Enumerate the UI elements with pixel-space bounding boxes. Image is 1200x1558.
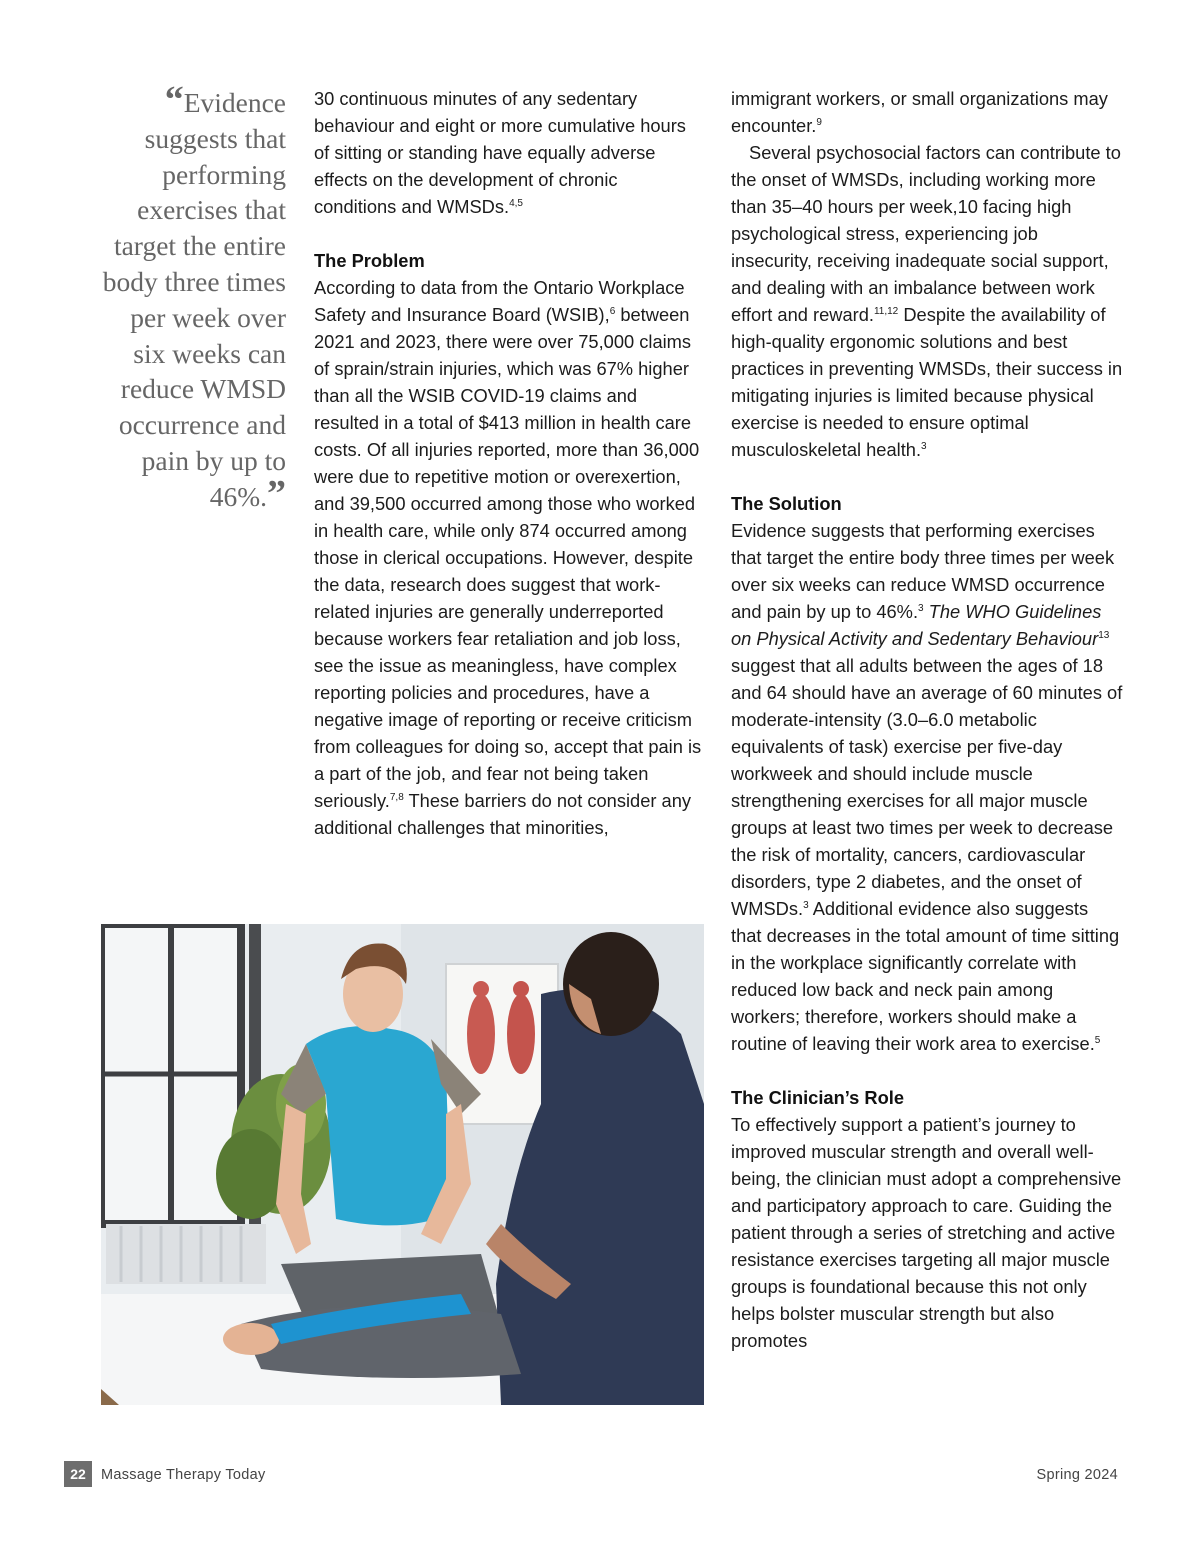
paragraph xyxy=(731,139,1123,463)
reference: 5 xyxy=(1094,1035,1101,1046)
reference: 4,5 xyxy=(509,198,523,209)
section-heading-clinician: The Clinician’s Role xyxy=(731,1087,905,1108)
reference: 3 xyxy=(918,603,924,614)
reference: 13 xyxy=(1098,630,1110,641)
article-column-1 xyxy=(314,85,704,841)
paragraph-text: Additional evidence also suggests that decreases in the total amount of time sitting in the workplace significantly correlate with reduced low back and neck pain among workers; therefore, workers should make a routine of leaving their work area to exercise. xyxy=(731,898,1120,1054)
clinic-exercise-photo xyxy=(101,924,704,1405)
pull-quote-text: Evidence suggests that performing exercises that target the entire body three times per week over six weeks can reduce WMSD occurrence and pain by up to 46%. xyxy=(102,87,286,512)
paragraph-text: suggest that all adults between the ages of 18 and 64 should have an average of 60 minutes of moderate-intensity (3.0–6.0 metabolic equivalents of task) exercise per five-day workweek and should include muscle strengthening exercises for all major muscle groups at least two times per week to decrease the risk of mortality, cancers, cardiovascular disorders, type 2 diabetes, and the onset of WMSDs. xyxy=(731,655,1123,919)
paragraph-text: According to data from the Ontario Workplace Safety and Insurance Board (WSIB), xyxy=(314,277,685,325)
section-heading-problem: The Problem xyxy=(314,250,425,271)
paragraph: To effectively support a patient’s journey to improved muscular strength and overall well-being, the clinician must adopt a comprehensive and participatory approach to care. Guiding the patient through a series of stretching and active resistance exercises targeting all major muscle groups is foundational because this not only helps bolster muscular strength but also promotes xyxy=(731,1114,1122,1351)
reference: 3 xyxy=(921,441,927,452)
reference: 9 xyxy=(816,117,822,128)
paragraph-text: 30 continuous minutes of any sedentary behaviour and eight or more cumulative hours of sitting or standing have equally adverse effects on the development of chronic conditions and WMSDs. xyxy=(314,88,686,217)
guideline-title: The WHO Guidelines on Physical Activity and Sedentary Behaviour xyxy=(731,601,1102,649)
paragraph xyxy=(731,85,1123,139)
reference: 3 xyxy=(803,900,809,911)
section-heading-solution: The Solution xyxy=(731,493,842,514)
paragraph xyxy=(314,85,704,220)
open-quote-mark: “ xyxy=(164,79,184,121)
article-column-2 xyxy=(731,85,1123,1354)
close-quote-mark: ” xyxy=(267,472,286,515)
paragraph-text: These barriers do not consider any additional challenges that minorities, xyxy=(314,790,692,838)
page-number: 22 xyxy=(64,1461,92,1487)
pull-quote xyxy=(100,79,286,515)
paragraph xyxy=(314,274,704,841)
photo-illustration xyxy=(101,924,704,1405)
issue-date: Spring 2024 xyxy=(1036,1467,1118,1483)
reference: 6 xyxy=(609,306,616,317)
paragraph-text: immigrant workers, or small organizations may encounter. xyxy=(731,88,1108,136)
reference: 11,12 xyxy=(873,306,899,317)
paragraph-text: Evidence suggests that performing exercises that target the entire body three times per week over six weeks can reduce WMSD occurrence and pain by up to 46%. xyxy=(731,520,1115,622)
paragraph-text: Several psychosocial factors can contribute to the onset of WMSDs, including working more than 35–40 hours per week,10 facing high psychological stress, experiencing job insecurity, receiving inadequate social support, and dealing with an imbalance between work effort and reward. xyxy=(731,142,1121,325)
publication-name: Massage Therapy Today xyxy=(101,1467,266,1483)
reference: 7,8 xyxy=(389,792,404,803)
paragraph-text: between 2021 and 2023, there were over 75,000 claims of sprain/strain injuries, which was 67% higher than all the WSIB COVID-19 claims and resulted in a total of $413 million in health care costs. Of all injuries reported, more than 36,000 were due to repetitive motion or overexertion, and 39,500 occurred among those who worked in health care, while only 874 occurred among those in clerical occupations. However, despite the data, research does suggest that work-related injuries are generally underreported because workers fear retaliation and job loss, see the issue as meaningless, have complex reporting policies and procedures, have a negative image of reporting or receive criticism from colleagues for doing so, accept that pain is a part of the job, and fear not being taken seriously. xyxy=(314,304,702,811)
paragraph xyxy=(731,517,1123,1057)
paragraph-text: Despite the availability of high-quality ergonomic solutions and best practices in preventing WMSDs, their success in mitigating injuries is limited because physical exercise is needed to ensure optimal musculoskeletal health. xyxy=(731,304,1123,460)
